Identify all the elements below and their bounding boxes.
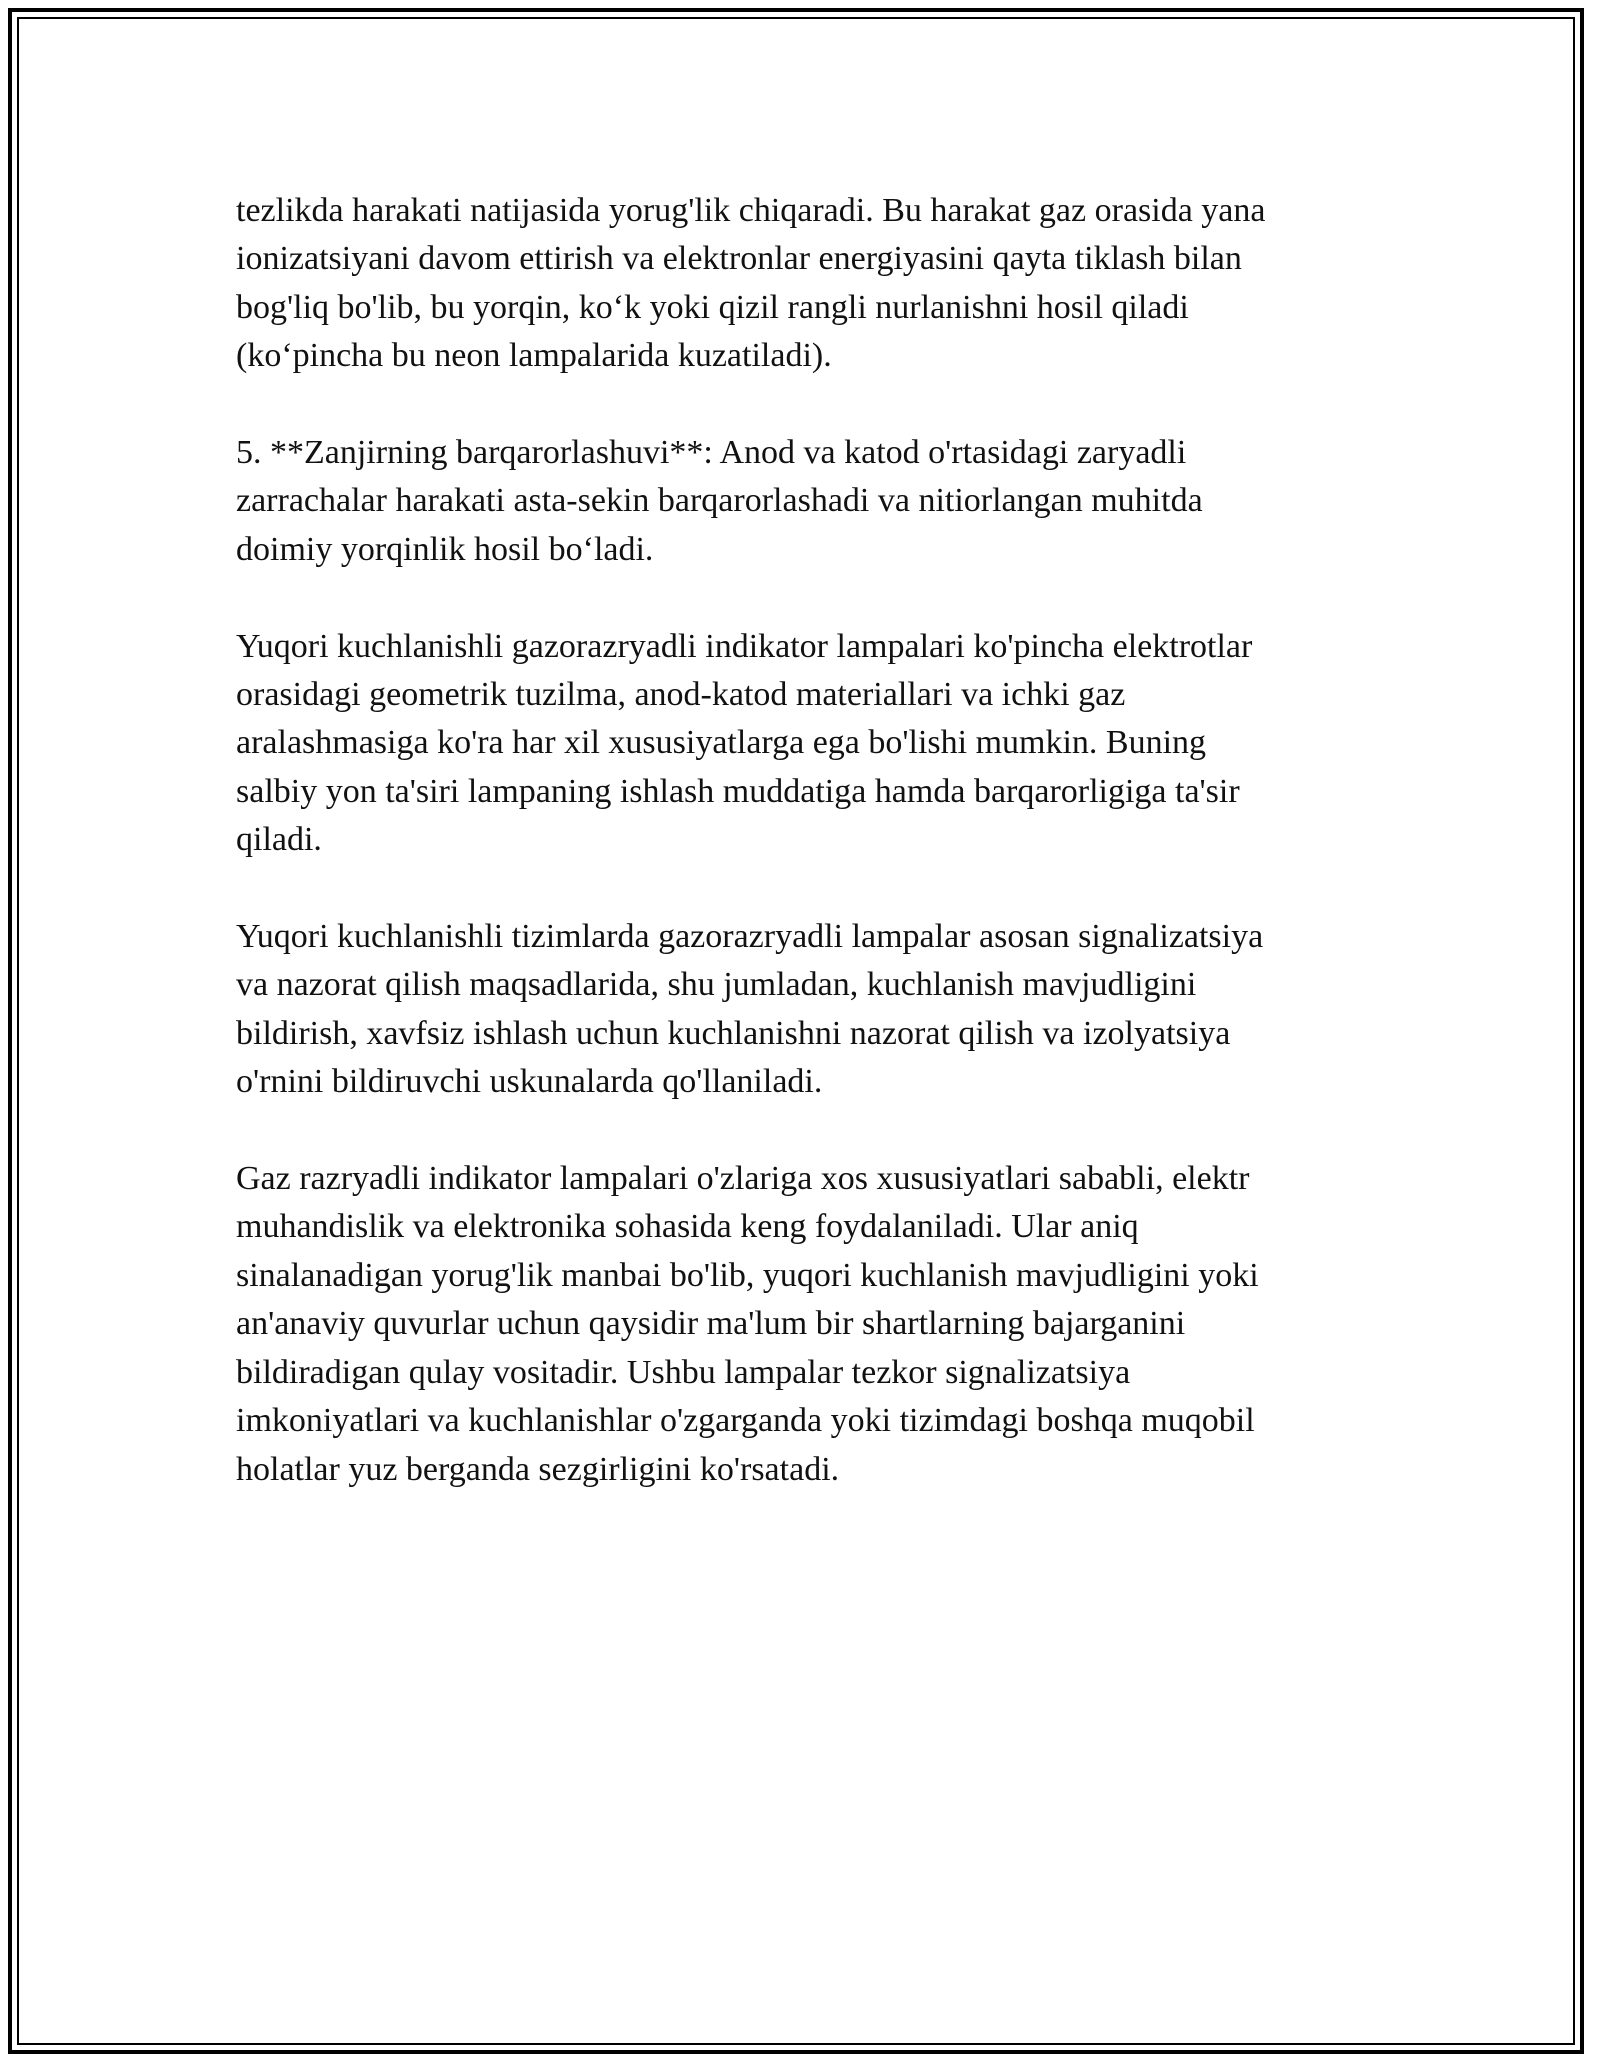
paragraph-3: Yuqori kuchlanishli gazorazryadli indikator lampalari ko'pincha elektrotlar orasidagi geometrik tuzilma, anod-katod materiallari va ichki gaz aralashmasiga ko'ra har xil xususiyatlarga ega bo'lishi mumkin. Buning salbiy yon ta'siri lampaning ishlash muddatiga hamda barqarorligiga ta'sir qiladi. [236,627,1253,859]
paragraph-1: tezlikda harakati natijasida yorug'lik chiqaradi. Bu harakat gaz orasida yana ionizatsiyani davom ettirish va elektronlar energiyasini qayta tiklash bilan bog'liq bo'lib, bu yorqin, ko‘k yoki qizil rangli nurlanishni hosil qiladi (ko‘pincha bu neon lampalarida kuzatiladi). [236,192,1266,375]
paragraph-4: Yuqori kuchlanishli tizimlarda gazorazryadli lampalar asosan signalizatsiya va nazorat qilish maqsadlarida, shu jumladan, kuchlanish mavjudligini bildirish, xavfsiz ishlash uchun kuchlanishni nazorat qilish va izolyatsiya o'rnini bildiruvchi uskunalarda qo'llaniladi. [236,918,1264,1101]
document-body [236,187,1356,1494]
paragraph-5: Gaz razryadli indikator lampalari o'zlariga xos xususiyatlari sababli, elektr muhandislik va elektronika sohasida keng foydalaniladi. Ular aniq sinalanadigan yorug'lik manbai bo'lib, yuqori kuchlanish mavjudligini yoki an'anaviy quvurlar uchun qaysidir ma'lum bir shartlarning bajarganini bildiradigan qulay vositadir. Ushbu lampalar tezkor signalizatsiya imkoniyatlari va kuchlanishlar o'zgarganda yoki tizimdagi boshqa muqobil holatlar yuz berganda sezgirligini ko'rsatadi. [236,1160,1259,1488]
paragraph-2: 5. **Zanjirning barqarorlashuvi**: Anod va katod o'rtasidagi zaryadli zarrachalar harakati asta-sekin barqarorlashadi va nitiorlangan muhitda doimiy yorqinlik hosil bo‘ladi. [236,434,1203,568]
